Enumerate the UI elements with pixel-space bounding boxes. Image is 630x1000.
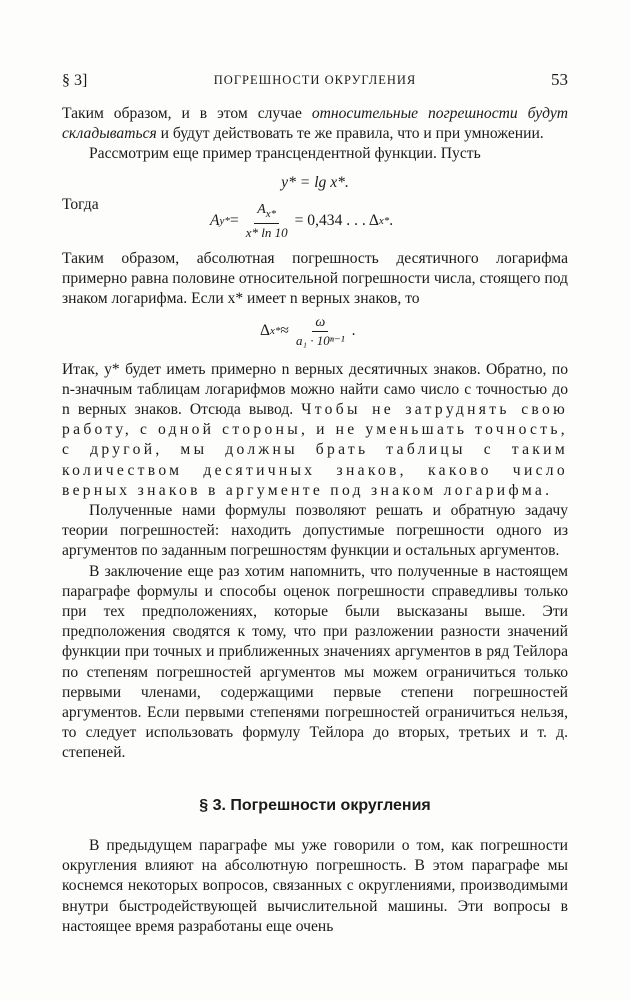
- formula-approx: [260, 314, 356, 349]
- word-togda: Тогда: [62, 195, 99, 213]
- paragraph-3: Таким образом, абсолютная погрешность десятичного логарифма примерно равна половине относительной погрешности числа, стоящего под знаком логарифма. Если x* имеет n верных знаков, то: [62, 250, 568, 308]
- formula-abs-error: [210, 201, 393, 241]
- formula-2-rhs-sub: x*: [378, 214, 390, 227]
- formula-2-numerator: $A_{x*}$: [254, 201, 279, 224]
- formula-3-fraction: [293, 314, 348, 349]
- running-header: [62, 72, 568, 94]
- header-section-ref: § 3]: [62, 72, 88, 89]
- formula-2-end: .: [389, 211, 394, 229]
- paragraph-1-text-a: Таким образом, и в этом случае: [62, 105, 312, 122]
- formula-approx-wrap: [62, 314, 568, 360]
- page-body: [62, 104, 568, 937]
- formula-3-lhs-sub: x*: [270, 325, 281, 338]
- formula-3-approx: ≈: [280, 322, 289, 340]
- paragraph-4-text: Итак, y* будет иметь примерно n верных десятичных знаков. Обратно, по n-значным таблицам логарифмов можно найти само число с точностью до n верных знаков. Отсюда вывод.: [62, 360, 568, 419]
- paragraph-1-text-c: и будут действовать те же правила, что и при умножении.: [156, 125, 544, 143]
- formula-2-rhs: = 0,434 . . . Δ: [294, 211, 379, 229]
- header-title: ПОГРЕШНОСТИ ОКРУГЛЕНИЯ: [213, 73, 417, 87]
- formula-3-numerator: ω: [312, 314, 328, 332]
- formula-3-denominator: a₁ · 10ⁿ⁻¹: [295, 332, 345, 348]
- formula-2-fraction: [243, 201, 291, 241]
- section-title: § 3. Погрешности округления: [199, 796, 431, 814]
- paragraph-5: Полученные нами формулы позволяют решать и обратную задачу теории погрешностей: находить допустимые погрешности одного из аргументов по заданным погрешностям функции и остальных аргументов.: [62, 502, 568, 560]
- page-number: 53: [551, 70, 568, 89]
- paragraph-2: Рассмотрим еще пример трансцендентной функции. Пусть: [89, 145, 481, 163]
- paragraph-4-spaced-emphasis: Чтобы не затруднять свою работу, с одной стороны, и не уменьшать точность, с другой, мы должны брать таблицы с таким количеством десятичных знаков, каково число верных знаков в аргументе под знаком логарифма.: [62, 401, 569, 499]
- formula-2-denominator: x* ln 10: [245, 224, 288, 240]
- formula-2-lhs: A: [210, 211, 220, 229]
- formula-3-lhs: Δ: [260, 322, 271, 340]
- formula-lg: y* = lg x*.: [281, 173, 349, 191]
- paragraph-6: В заключение еще раз хотим напомнить, что полученные в настоящем параграфе формулы и способы оценок погрешности справедливы только при тех предположениях, которые были высказаны выше. Эти предположения сводятся к тому, что при разложении разности значений функции при точных и приближенных значениях аргументов в ряд Тейлора по степеням погрешностей аргументов мы можем ограничиться только первыми членами, содержащими первые степени погрешностей аргументов. Если первыми степенями погрешностей ограничиться нельзя, то следует использовать формулу Тейлора до вторых, третьих и т. д. степеней.: [62, 562, 568, 762]
- formula-2-eq: =: [229, 211, 239, 229]
- formula-3-end: .: [351, 322, 356, 340]
- paragraph-7: В предыдущем параграфе мы уже говорили о том, как погрешности округления влияют на абсолютную погрешность. В этом параграфе мы коснемся некоторых вопросов, связанных с округлениями, производимыми внутри быстродействующей вычислительной машины. Эти вопросы в настоящее время разработаны еще очень: [62, 836, 568, 935]
- formula-abs-error-wrap: [62, 201, 568, 249]
- paragraph-1: [62, 104, 568, 144]
- paragraph-4: [62, 360, 568, 501]
- paragraph-1-emphasis: относительные погрешности будут складываться: [62, 105, 568, 143]
- formula-2-lhs-sub: y*: [219, 214, 230, 227]
